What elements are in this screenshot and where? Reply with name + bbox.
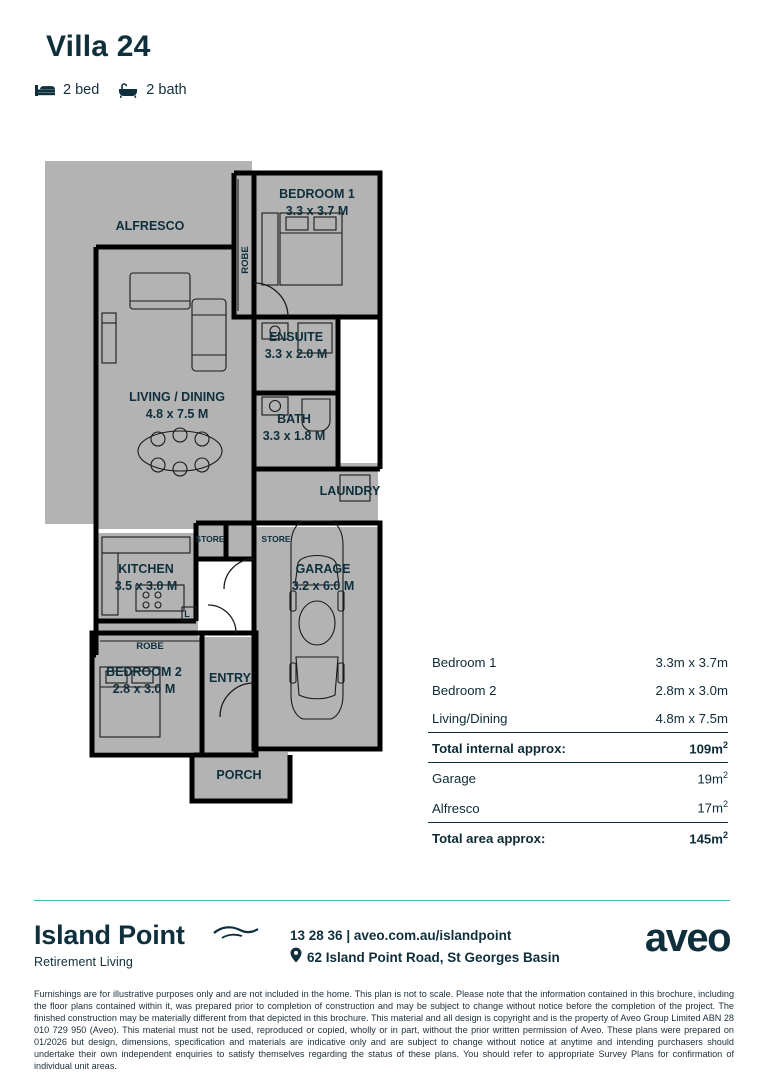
room-dims-ensuite: 3.3 x 2.0 M [264,347,328,361]
phone-number[interactable]: 13 28 36 [290,928,343,943]
floorplan-drawing [40,155,420,815]
area-label: Living/Dining [432,710,508,726]
area-label: Garage [432,771,476,787]
area-label: Bedroom 2 [432,682,497,698]
property-specs [34,82,187,98]
bed-icon [34,82,56,98]
area-value: $19m^2$ [697,769,728,787]
room-dims-garage: 3.2 x 6.0 M [291,579,355,593]
room-label-laundry: LAUNDRY [319,484,381,498]
area-value: $109m^2$ [689,739,728,756]
spec-bed-label: 2 bed [63,82,100,98]
brand-block [34,920,274,969]
room-label-alfresco: ALFRESCO [115,219,185,233]
brand-name [34,920,274,951]
room-dims-bath: 3.3 x 1.8 M [262,429,326,443]
brand-tagline: Retirement Living [34,955,133,969]
area-value: 3.3m x 3.7m [655,654,728,670]
bath-icon [117,82,139,98]
room-label-kitchen: KITCHEN [118,562,174,576]
area-row [428,704,728,732]
area-row-total-internal [428,732,728,762]
room-label-l: L [184,609,190,619]
area-label: Bedroom 1 [432,654,497,670]
area-value: $17m^2$ [697,799,728,816]
room-dims-bedroom1: 3.3 x 3.7 M [285,204,349,218]
room-dims-living: 4.8 x 7.5 M [145,407,209,421]
spec-bed [34,82,99,98]
area-label: Total internal approx: [432,740,566,756]
room-label-garage: GARAGE [295,562,351,576]
area-row-total-area [428,822,728,852]
room-label-store1: STORE [195,534,225,544]
spec-bath [117,82,186,98]
room-label-ensuite: ENSUITE [268,330,324,344]
area-label: Total area approx: [432,831,546,847]
brand-name-text: Island Point [34,920,185,950]
disclaimer-text: Furnishings are for illustrative purposes only and are not included in the home. This plan is not to scale. Please note that the information contained in this brochure, including the floor plans contained within it, was prepared prior to completion of construction and may be subject to change without notice before the completion of the project. The finished construction may be materially different from that depicted in this brochure. This material and all design is copyright and is the property of Aveo Group Limited ABN 28 010 729 950 (Aveo). This material must not be used, reproduced or copied, wholly or in part, without the prior written permission of Aveo. These plans were prepared on 01/2026 but design, dimensions, specification and materials are indicative only and are subject to change without notice at anytime and intending purchasers should undertake their own independent enquiries to satisfy themselves regarding the status of these plans. You should refer to appropriate Survey Plans for confirmation of individual unit areas. [34,989,734,1071]
room-label-porch: PORCH [216,768,262,782]
aveo-logo: aveo [644,916,730,960]
area-row [428,648,728,676]
room-label-bath: BATH [277,412,311,426]
contact-block [290,925,560,969]
area-schedule [428,648,728,853]
location-pin-icon [290,947,302,970]
room-label-robe2: ROBE [136,641,164,652]
room-dims-kitchen: 3.5 x 3.0 M [114,579,178,593]
area-row [428,676,728,704]
address-text: 62 Island Point Road, St Georges Basin [307,950,560,966]
room-label-bedroom1: BEDROOM 1 [279,187,355,201]
room-dims-bedroom2: 2.8 x 3.0 M [112,682,176,696]
room-label-entry: ENTRY [209,671,251,685]
area-value: 4.8m x 7.5m [655,710,728,726]
area-row-alfresco [428,793,728,822]
room-label-store2: STORE [261,534,291,544]
spec-bath-label: 2 bath [146,82,187,98]
contact-separator: | [346,928,351,943]
area-row-garage [428,762,728,792]
website-link[interactable]: aveo.com.au/islandpoint [353,928,512,943]
page-title: Villa 24 [46,30,151,63]
room-label-robe1: ROBE [240,246,251,274]
area-value: $145m^2$ [689,829,728,847]
room-label-bedroom2: BEDROOM 2 [106,665,182,679]
footer-divider [34,900,730,901]
area-value: 2.8m x 3.0m [655,682,728,698]
wave-icon [212,916,260,947]
room-label-living: LIVING / DINING [129,390,225,404]
contact-line-2 [290,947,560,970]
contact-line-1 [290,925,560,947]
area-label: Alfresco [432,800,480,816]
